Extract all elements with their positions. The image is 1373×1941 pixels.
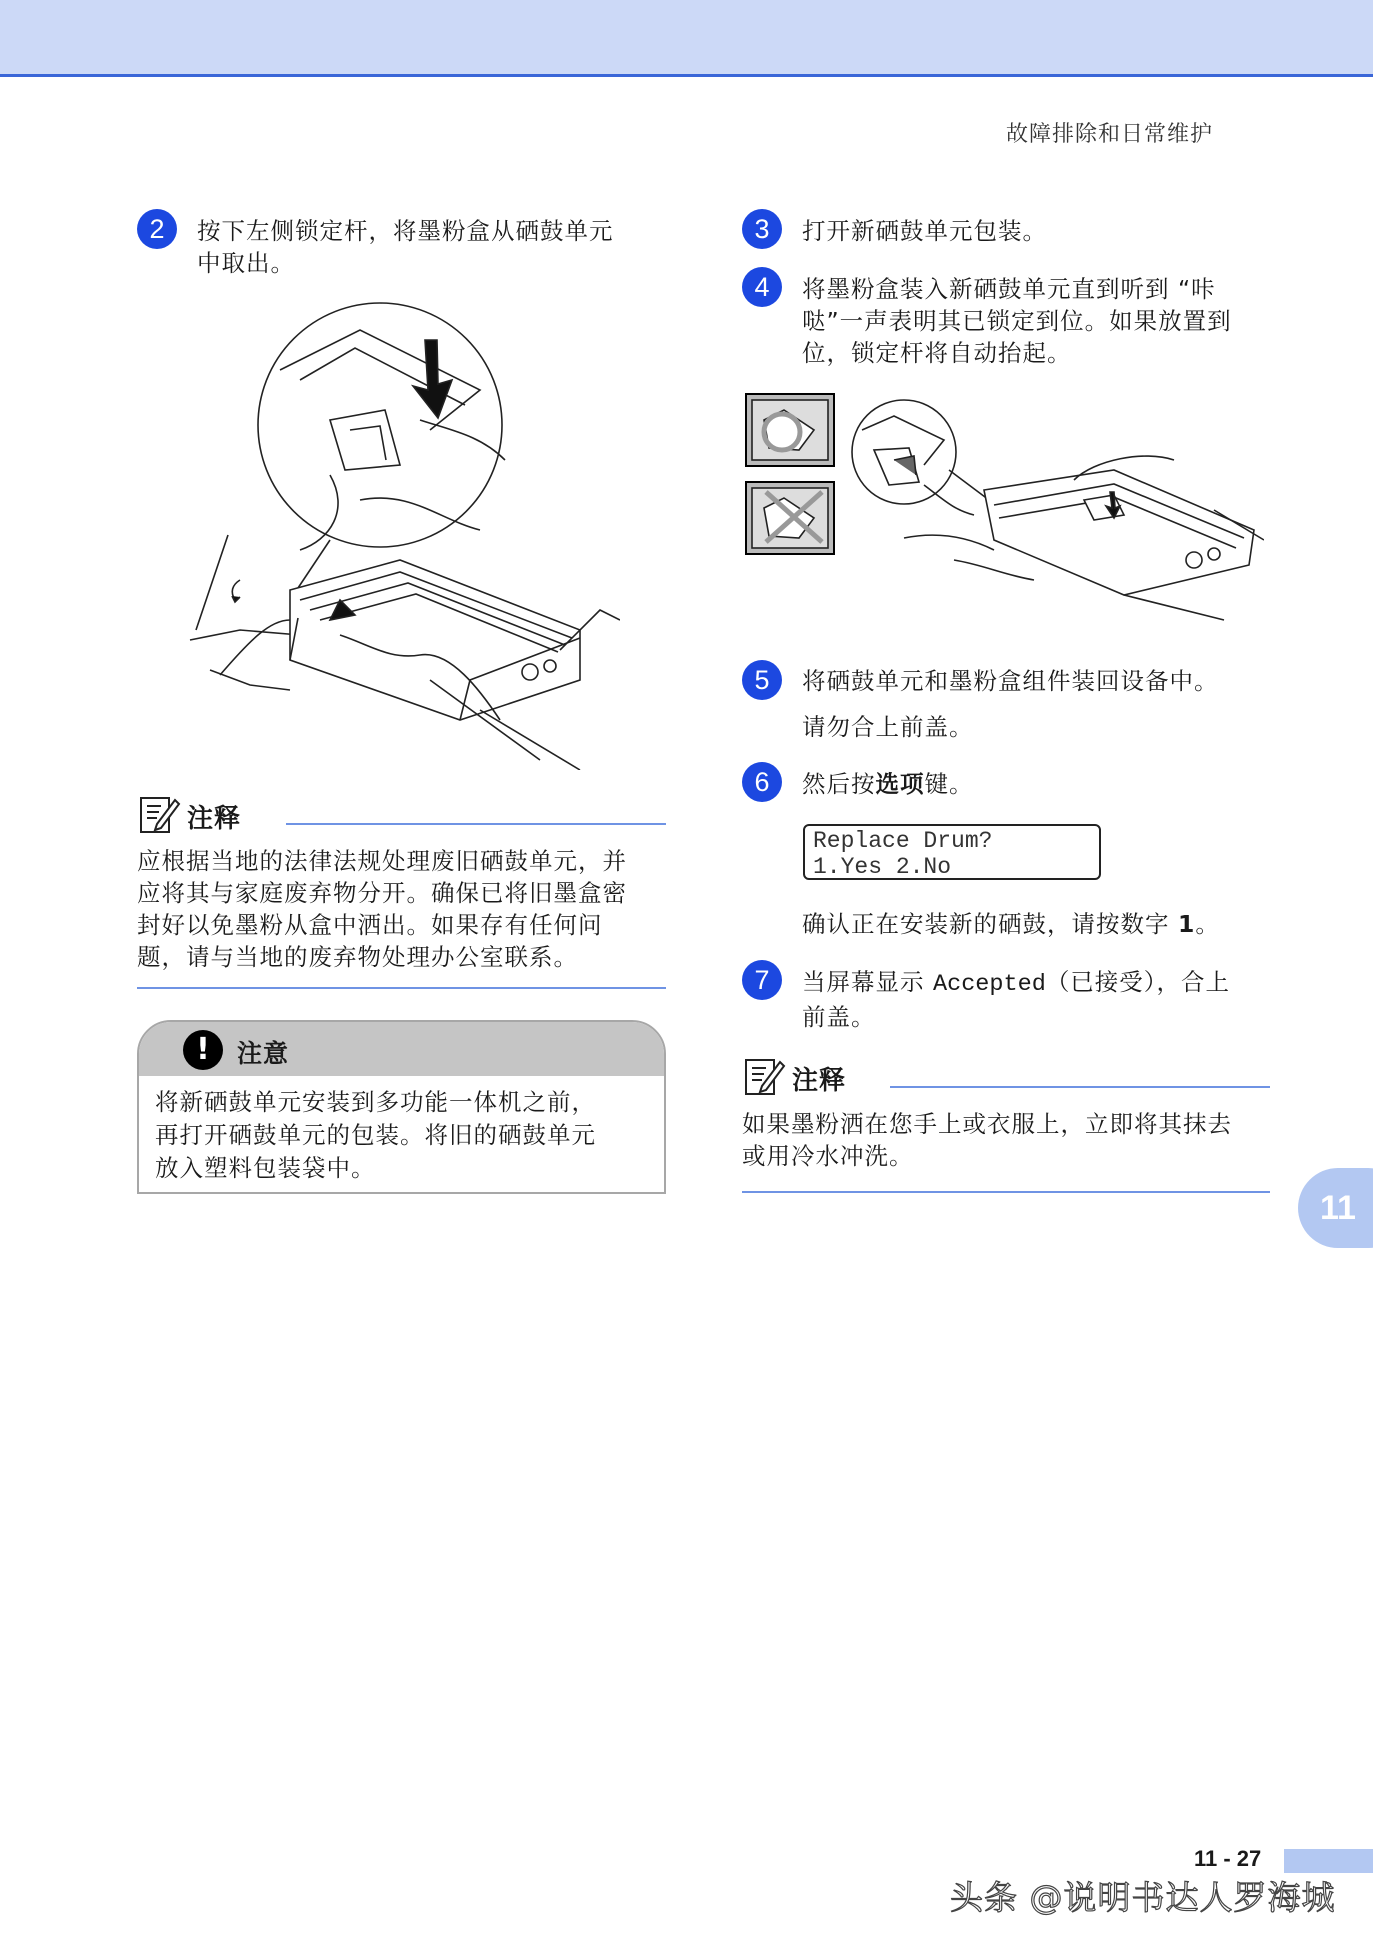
caution-title: 注意 [237,1039,290,1068]
step-4-line-1: 将墨粉盒装入新硒鼓单元直到听到 “咔 [802,275,1216,303]
step-2-line-2: 中取出。 [197,249,295,277]
note-left-label: 注释 [187,804,242,834]
step-6-text-pre: 然后按 [802,770,876,798]
page-number-bar [1284,1849,1373,1873]
step-3-text: 打开新硒鼓单元包装。 [802,217,1047,245]
step-4-text [802,273,1232,369]
step-5-text: 将硒鼓单元和墨粉盒组件装回设备中。 [802,667,1219,695]
step-4-line-2: 哒”一声表明其已锁定到位。如果放置到 [802,307,1232,335]
accepted-message: Accepted [932,971,1046,998]
step-7-text-post: （已接受），合上 [1045,968,1231,996]
step-7-text-pre: 当屏幕显示 [802,968,933,996]
caution-body [155,1086,650,1185]
step-7-badge: 7 [742,960,782,1000]
page-number: 11 - 27 [1194,1846,1262,1871]
note-left-body [137,845,627,973]
caution-box [137,1020,666,1194]
note-left-top-rule [286,823,666,825]
note-right-label: 注释 [792,1066,847,1096]
step-7-line-2: 前盖。 [802,1003,876,1031]
step-6-text-post: 键。 [924,770,974,798]
confirm-text-pre: 确认正在安装新的硒鼓，请按数字 [802,910,1178,938]
note-right-body [742,1108,1232,1172]
step-5-subtext: 请勿合上前盖。 [802,713,974,741]
note-pencil-icon [137,792,181,836]
note-left-header [137,792,667,836]
step-5-badge: 5 [742,660,782,700]
step-4-line-3: 位，锁定杆将自动抬起。 [802,339,1072,367]
caution-line-2: 再打开硒鼓单元的包装。将旧的硒鼓单元 [155,1121,596,1149]
chapter-tab: 11 [1298,1168,1373,1248]
step-6-badge: 6 [742,762,782,802]
note-right-line-2: 或用冷水冲洗。 [742,1142,914,1170]
caution-line-1: 将新硒鼓单元安装到多功能一体机之前， [155,1088,596,1116]
watermark: 头条 @说明书达人罗海城 [950,1878,1336,1917]
lcd-line-1: Replace Drum? [813,828,993,854]
step-2-text [197,215,614,279]
remove-toner-illustration [180,300,620,770]
note-right-line-1: 如果墨粉洒在您手上或衣服上，立即将其抹去 [742,1110,1232,1138]
install-toner-illustration [744,390,1264,630]
lcd-display [803,824,1101,880]
note-right-bottom-rule [742,1191,1270,1193]
note-left-line-4: 题，请与当地的废弃物处理办公室联系。 [137,943,578,971]
header-title: 故障排除和日常维护 [1006,122,1214,147]
note-right-header [742,1054,1272,1098]
note-left-line-2: 应将其与家庭废弃物分开。确保已将旧墨盒密 [137,879,627,907]
options-key-label: 选项 [875,770,925,798]
exclamation-icon: ! [183,1030,223,1070]
step-6-text [802,768,974,800]
note-left-line-1: 应根据当地的法律法规处理废旧硒鼓单元，并 [137,847,627,875]
confirm-text-post: 。 [1195,910,1220,938]
step-2-line-1: 按下左侧锁定杆，将墨粉盒从硒鼓单元 [197,217,614,245]
step-7-text [802,966,1230,1033]
confirm-digit: 1 [1177,910,1196,938]
step-3-badge: 3 [742,209,782,249]
lcd-line-2: 1.Yes 2.No [813,854,952,880]
note-right-top-rule [890,1086,1270,1088]
note-left-line-3: 封好以免墨粉从盒中洒出。如果存有任何问 [137,911,603,939]
caution-line-3: 放入塑料包装袋中。 [155,1154,376,1182]
header-band [0,0,1373,77]
step-4-badge: 4 [742,267,782,307]
note-left-bottom-rule [137,987,666,989]
step-2-badge: 2 [137,209,177,249]
note-pencil-icon [742,1054,786,1098]
confirm-text [802,908,1220,940]
